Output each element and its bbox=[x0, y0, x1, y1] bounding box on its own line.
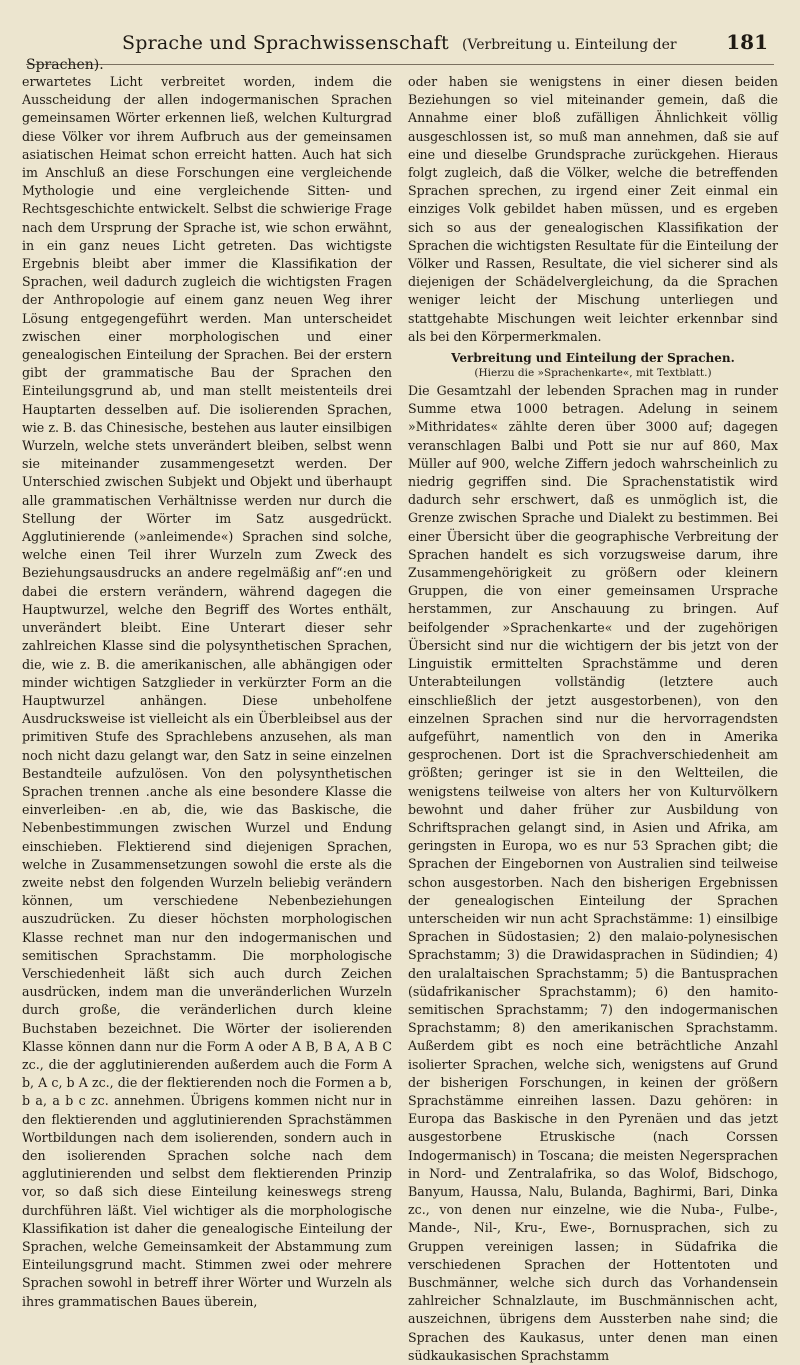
header-subtitle: (Verbreitung u. Einteilung der Sprachen). bbox=[26, 37, 677, 73]
left-column-text: erwartetes Licht verbreitet worden, indem die Ausscheidung der allen indogermanischen Sprachen gemeinsamen Wörter erkennen ließ, welchen Kulturgrad diese Völker vor ihrem Aufbruch aus der gemeinsamen asiatischen Heimat schon erreicht hatten. Auch hat sich im Anschluß an diese Forschungen eine vergleichende Mythologie und eine vergleichende Sitten- und Rechtsgeschichte entwickelt. Selbst die schwierige Frage nach dem Ursprung der Sprache ist, wie schon erwähnt, in ein ganz neues Licht getreten. Das wichtigste Ergebnis bleibt aber immer die Klassifikation der Sprachen, weil dadurch zugleich die wichtigsten Fragen der Anthropologie auf einem ganz neuen Weg ihrer Lösung entgegengeführt werden. Man unterscheidet zwischen einer morphologischen und einer genealogischen Einteilung der Sprachen. Bei der erstern gibt der grammatische Bau der Sprachen den Einteilungsgrund ab, und man stellt meistenteils drei Hauptarten desselben auf. Die isolierenden Sprachen, wie z. B. das Chinesische, bestehen aus lauter einsilbigen Wurzeln, welche stets unverändert bleiben, selbst wenn sie miteinander zusammengesetzt werden. Der Unterschied zwischen Subjekt und Objekt und überhaupt alle grammatischen Verhältnisse werden nur durch die Stellung der Wörter im Satz ausgedrückt. Agglutinierende (»anleimende«) Sprachen sind solche, welche einen Teil ihrer Wurzeln zum Zweck des Beziehungsausdrucks an andere regelmäßig anf“:en und dabei die erstern verändern, während dagegen die Hauptwurzel, welche den Begriff des Wortes enthält, unverändert bleibt. Eine Unterart dieser sehr zahlreichen Klasse sind die polysynthetischen Sprachen, die, wie z. B. die amerikanischen, alle abhängigen oder minder wichtigen Satzglieder in verkürzter Form an die Hauptwurzel anhängen. Diese unbeholfene Ausdrucksweise ist vielleicht als ein Überbleibsel aus der primitiven Stufe des Sprachlebens anzusehen, als man noch nicht dazu gelangt war, den Satz in seine einzelnen Bestandteile aufzulösen. Von den polysynthetischen Sprachen trennen .anche als eine besondere Klasse die einverleiben- .en ab, die, wie das Baskische, die Nebenbestimmungen zwischen Wurzel und Endung einschieben. Flektierend sind diejenigen Sprachen, welche in Zusammensetzungen sowohl die erste als die zweite nebst den folgenden Wurzeln beliebig verändern können, um verschiedene Nebenbeziehungen auszudrücken. Zu dieser höchsten morphologischen Klasse rechnet man nur den indogermanischen und semitischen Sprachstamm. Die morphologische Verschiedenheit läßt sich auch durch Zeichen ausdrücken, indem man die unveränderlichen Wurzeln durch große, die veränderlichen durch kleine Buchstaben bezeichnet. Die Wörter der isolierenden Klasse können dann nur die Form A oder A B, B A, A B C zc., die der agglutinierenden außerdem auch die Form A b, A c, b A zc., die der flektierenden noch die Formen a b, b a, a b c zc. annehmen. Übrigens kommen nicht nur in den flektierenden und agglutinierenden Sprachstämmen Wortbildungen nach dem isolierenden, sondern auch in den isolierenden Sprachen solche nach dem agglutinierenden und selbst dem flektierenden Prinzip vor, so daß sich diese Einteilung keineswegs streng durchführen läßt. Viel wichtiger als die morphologische Klassifikation ist daher die genealogische Einteilung der Sprachen, welche Gemeinsamkeit der Abstammung zum Einteilungsgrund macht. Stimmen zwei oder mehrere Sprachen sowohl in betreff ihrer Wörter und Wurzeln als ihres grammatischen Baues überein, bbox=[22, 74, 392, 1309]
text-columns bbox=[22, 73, 778, 1365]
right-column bbox=[408, 73, 778, 1365]
section-heading: Verbreitung und Einteilung der Sprachen. bbox=[451, 351, 735, 366]
running-header bbox=[26, 30, 774, 73]
page-number: 181 bbox=[726, 30, 768, 54]
left-column bbox=[22, 73, 392, 1365]
right-column-text-after: Die Gesamtzahl der lebenden Sprachen mag in runder Summe etwa 1000 betragen. Adelung in seinem »Mithridates« zählte deren über 3000 auf; dagegen veranschlagen Balbi und Pott sie nur auf 860, Max Müller auf 900, welche Ziffern jedoch wahrscheinlich zu niedrig gegriffen sind. Die Sprachenstatistik wird dadurch sehr erschwert, daß es unmöglich ist, die Grenze zwischen Sprache und Dialekt zu bestimmen. Bei einer Übersicht über die geographische Verbreitung der Sprachen handelt es sich vorzugsweise darum, ihre Zusammengehörigkeit zu größern oder kleinern Gruppen, die von einer gemeinsamen Ursprache herstammen, zur Anschauung zu bringen. Auf beifolgender »Sprachenkarte« und der zugehörigen Übersicht sind nur die wichtigern der bis jetzt von der Linguistik ermittelten Sprachstämme und deren Unterabteilungen vollständig (letztere auch einschließlich der jetzt ausgestorbenen), von den einzelnen Sprachen sind nur die hervorragendsten aufgeführt, namentlich von den in Amerika gesprochenen. Dort ist die Sprachverschiedenheit am größten; geringer ist sie in den Weltteilen, die wenigstens teilweise von alters her von Kulturvölkern bewohnt und daher früher zur Ausbildung von Schriftsprachen gelangt sind, in Asien und Afrika, am geringsten in Europa, wo es nur 53 Sprachen gibt; die Sprachen der Eingebornen von Australien sind teilweise schon ausgestorben. Nach den bisherigen Ergebnissen der genealogischen Einteilung der Sprachen unterscheiden wir nun acht Sprachstämme: 1) einsilbige Sprachen in Südostasien; 2) den malaio-polynesischen Sprachstamm; 3) die Drawidasprachen in Südindien; 4) den uralaltaischen Sprachstamm; 5) die Bantusprachen (südafrikanischer Sprachstamm); 6) den hamito-semitischen Sprachstamm; 7) den indogermanischen Sprachstamm; 8) den amerikanischen Sprachstamm. Außerdem gibt es noch eine beträchtliche Anzahl isolierter Sprachen, welche sich, wenigstens auf Grund der bisherigen Forschungen, in keinen der größern Sprachstämme einreihen lassen. Dazu gehören: in Europa das Baskische in den Pyrenäen und das jetzt ausgestorbene Etruskische (nach Corssen Indogermanisch) in Toscana; die meisten Negersprachen in Nord- und Zentralafrika, so das Wolof, Bidschogo, Banyum, Haussa, Nalu, Bulanda, Baghirmi, Bari, Dinka zc., von denen nur einzelne, wie die Nuba-, Fulbe-, Mande-, Nil-, Kru-, Ewe-, Bornusprachen, sich zu Gruppen vereinigen lassen; in Südafrika die verschiedenen Sprachen der Hottentoten und Buschmänner, welche sich durch das Vorhandensein zahlreicher Schnalzlaute, im Buschmännischen acht, auszeichnen, übrigens dem Aussterben nahe sind; die Sprachen des Kaukasus, unter denen man einen südkaukasischen Sprachstamm bbox=[408, 383, 778, 1363]
right-column-text-before: oder haben sie wenigstens in einer diesen beiden Beziehungen so viel miteinander gemein, daß die Annahme einer bloß zufälligen Ähnlichkeit völlig ausgeschlossen ist, so muß man annehmen, daß sie auf eine und dieselbe Grundsprache zurückgehen. Hieraus folgt zugleich, daß die Völker, welche die betreffenden Sprachen sprechen, zu irgend einer Zeit einmal ein einziges Volk gebildet haben müssen, und es ergeben sich so aus der genealogischen Klassifikation der Sprachen die wichtigsten Resultate für die Einteilung der Völker und Rassen, Resultate, die viel sicherer sind als diejenigen der Schädelvergleichung, da die Sprachen weniger leicht der Mischung unterliegen und stattgehabte Mischungen weit leichter erkennbar sind als bei den Körpermerkmalen. bbox=[408, 74, 778, 344]
header-titles bbox=[26, 32, 726, 73]
header-title: Sprache und Sprachwissenschaft bbox=[122, 32, 449, 54]
section-note: (Hierzu die »Sprachenkarte«, mit Textblatt.) bbox=[474, 367, 712, 380]
